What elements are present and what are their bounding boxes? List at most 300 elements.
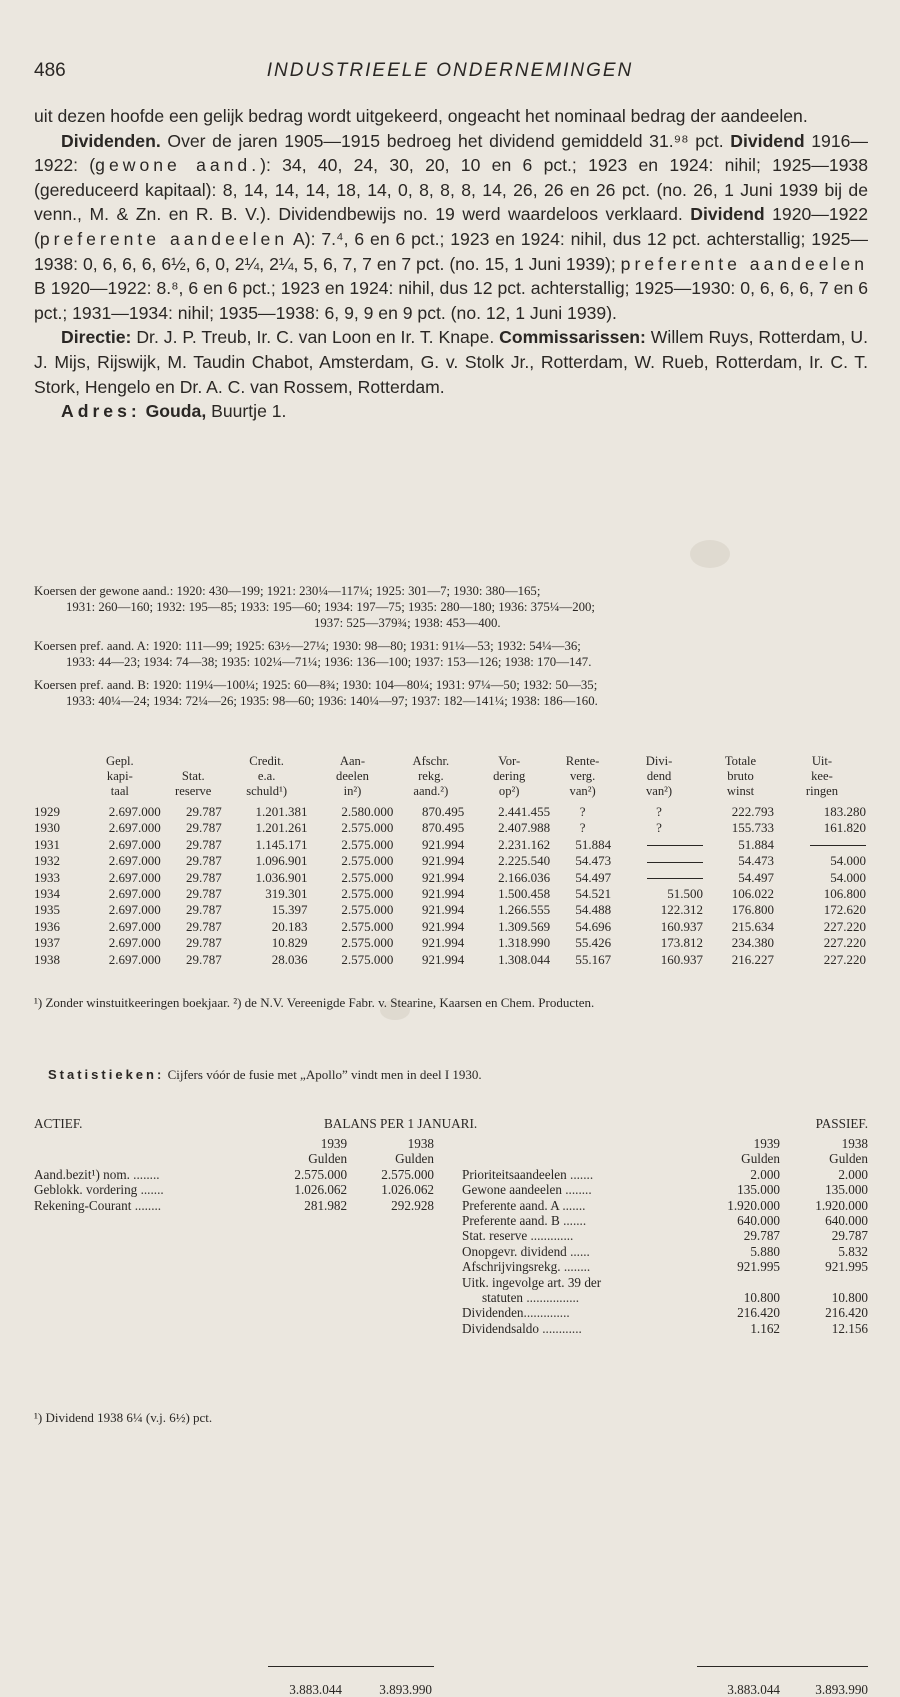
table-cell: 2.166.036 [498,869,551,885]
table-cell: 2.697.000 [108,918,161,934]
balance-value-1939: 1.026.062 [294,1182,348,1198]
balance-value-1938 [780,1275,868,1290]
balance-row [462,1305,868,1320]
table-cell: 161.820 [823,820,866,836]
passief-total-rule [697,1666,868,1667]
koersen-pref-b [34,677,868,709]
year-header: 1939 [320,1136,348,1151]
table-cell: 55.426 [575,935,612,951]
balance-row [34,1198,434,1213]
balance-item-text: Uitk. ingevolge art. 39 der [462,1274,602,1290]
column-header-line: rekg. [418,769,444,783]
table-cell: 1.309.569 [498,918,551,934]
koersen-line: Koersen pref. aand. B: 1920: 119¼—100¼; 1925: 60—8¾; 1930: 104—80¼; 1931: 97¼—50; 1932: 50—35; [34,678,598,692]
financial-table [34,754,868,968]
table-cell: 2.441.455 [498,804,551,819]
year-header: 1938 [841,1136,868,1151]
balance-value-1938: 640.000 [825,1213,868,1229]
leader-dots: ................ [523,1290,580,1306]
paragraph-directie [34,325,868,399]
table-cell: 1.201.261 [255,820,308,836]
table-cell: 319.301 [265,886,308,902]
column-header-line: Afschr. [412,754,450,768]
text-span: Willem Ruys, Rotterdam, U. J. Mijs, Rijswijk, M. Taudin Chabot, Amsterdam, G. v. Stolk Jr., Rotterdam, W. Rueb, Rotterdam, Ir. C. T. Stork, Hengelo en Dr. A. C. van Rossem, Rotterdam. [34,327,868,397]
balance-row [462,1228,868,1243]
balance-row [462,1213,868,1228]
table-cell: 222.793 [731,804,774,819]
balance-value-1939: 1.920.000 [727,1197,780,1213]
table-cell: 2.697.000 [108,836,161,852]
table-cell: 2.575.000 [341,951,394,967]
table-cell: 2.231.162 [498,836,551,852]
leader-dots: ...... [566,1243,590,1259]
table-cell: ? [579,804,586,819]
column-header-line: in²) [343,784,362,798]
koersen-line: 1937: 525—379¾; 1938: 453—400. [314,616,501,630]
column-header [552,754,613,804]
balance-value-1938: 2.575.000 [381,1166,434,1182]
table-cell: 106.800 [823,886,866,902]
table-cell: 2.575.000 [341,902,394,918]
leader-dots: ....... [559,1197,586,1213]
table-row [34,853,868,869]
year-header-row [34,1136,434,1151]
table-cell [776,837,868,853]
actief-total-rule [268,1666,434,1667]
year-header-row [462,1136,868,1151]
row-year: 1931 [34,836,60,852]
balance-value-1938: 12.156 [831,1320,868,1336]
table-cell: 1.266.555 [498,902,551,918]
table-cell: 1.318.990 [498,935,551,951]
table-cell: 29.787 [185,853,222,869]
unit-header: Gulden [308,1151,348,1167]
balance-row [462,1244,868,1259]
table-cell: 2.697.000 [108,853,161,869]
column-header [310,754,396,804]
table-cell: ? [656,804,662,819]
balance-item-text: Onopgevr. dividend [462,1243,567,1259]
table-cell: 183.280 [823,804,866,819]
row-year: 1933 [34,869,60,885]
balance-row [462,1259,868,1274]
passief-total-1939: 3.883.044 [727,1682,780,1697]
label-dividend: Dividend [730,130,805,151]
text-span: B 1920—1922: 8.⁸, 6 en 6 pct.; 1923 en 1924: nihil, dus 12 pct. achterstallig; 1925—1930: 0, 6, 6, 6, 7 en 6 pct.; 1931—1934: nihil; 1935—1938: 6, 9, 9 en 9 pct. (no. 12, 1 Juni 1939). [34,278,868,323]
balance-value-1938: 1.026.062 [381,1182,434,1198]
table-cell: 28.036 [271,951,308,967]
label-dividenden: Dividenden. [61,130,161,151]
table-cell: 921.994 [422,853,465,869]
balance-value-1938: 921.995 [825,1259,868,1275]
koersen-line: Koersen pref. aand. A: 1920: 111—99; 1925: 63½—27¼; 1930: 98—80; 1931: 91¼—53; 1932: 54¼—36; [34,639,581,653]
balance-footnote: ¹) Dividend 1938 6¼ (v.j. 6½) pct. [34,1410,213,1425]
paragraph-dividenden [34,129,868,326]
balance-item-label [462,1290,700,1305]
table-cell: 29.787 [185,886,222,902]
balance-item-label [462,1228,700,1243]
column-header-line: kapi- [106,769,133,783]
label-adres: Adres: [61,401,141,422]
label-dividend: Dividend [690,204,765,225]
table-cell: 2.697.000 [108,886,161,902]
balance-row [462,1167,868,1182]
column-header-line: Totale [724,754,757,768]
koersen-line: 1931: 260—160; 1932: 195—85; 1933: 195—60; 1934: 197—75; 1935: 280—180; 1936: 375¼—200; [66,600,595,614]
table-cell: ? [656,820,662,836]
table-cell: 15.397 [271,902,308,918]
balance-value-1939: 921.995 [737,1259,780,1275]
balance-item-text: Preferente aand. A [462,1197,560,1213]
table-header [34,754,868,804]
table-cell: 54.521 [575,886,612,902]
spaced-term: preferente aandeelen [39,228,289,249]
table-cell: 1.500.458 [498,886,551,902]
row-year: 1937 [34,935,60,951]
table-cell: 122.312 [660,902,704,918]
column-header [776,754,868,804]
text-span: Dr. J. P. Treub, Ir. C. van Loon en Ir. T. Knape. [131,327,500,348]
table-cell: 29.787 [185,836,222,852]
leader-dots: ........ [560,1259,591,1275]
balance-heading [34,1116,868,1134]
table-cell: 921.994 [422,918,465,934]
table-cell: 870.495 [422,820,465,836]
balance-value-1938: 135.000 [825,1182,868,1198]
balance-item-text: Stat. reserve [462,1228,528,1244]
balance-row [462,1198,868,1213]
column-header-line: kee- [811,769,833,783]
column-header-line: Stat. [181,769,205,783]
address-city: Gouda, [145,401,207,422]
table-cell: 1.096.901 [255,853,308,869]
column-header-line: Aan- [339,754,366,768]
balance-row [462,1182,868,1197]
column-header-line: ringen [805,784,839,798]
table-cell: 176.800 [731,902,774,918]
column-header-line: e.a. [257,769,276,783]
balance-row [462,1275,868,1290]
table-cell: 54.488 [575,902,612,918]
spacer-cell [462,1136,700,1151]
balance-value-1939: 1.162 [750,1320,780,1336]
dash-rule [810,845,866,846]
paragraph-continuation: uit dezen hoofde een gelijk bedrag wordt uitgekeerd, ongeacht het nominaal bedrag der aandeelen. [34,106,808,126]
balance-item-label [34,1182,272,1197]
balance-value-1939: 5.880 [750,1243,780,1259]
table-cell: 1.201.381 [255,804,308,819]
balance-item-text: Preferente aand. B [462,1213,560,1229]
table-cell: 29.787 [185,918,222,934]
balance-item-text: Gewone aandeelen [462,1182,562,1198]
balance-item-text: Dividendsaldo [462,1320,539,1336]
column-header-line: winst [726,784,755,798]
balance-item-text: Prioriteitsaandeelen [462,1166,567,1182]
body-text [34,104,868,424]
column-header [163,754,224,804]
table-row [34,935,868,951]
table-row [34,870,868,886]
unit-header: Gulden [741,1151,780,1167]
leader-dots: ........ [561,1182,592,1198]
leader-dots: ........ [129,1166,160,1182]
leader-dots: ............ [538,1320,582,1336]
table-cell: 2.575.000 [341,820,394,836]
column-header-line: van²) [569,784,596,798]
balance-item-label [462,1275,700,1290]
label-commissarissen: Commissarissen: [499,327,646,348]
table-row [34,886,868,902]
table-cell: 2.575.000 [341,869,394,885]
dash-rule [647,862,703,863]
statistieken-line [48,1067,482,1083]
text-span: A): 7.⁴, 6 en 6 pct.; 1923 en 1924: nihil, dus 12 pct. achterstallig; 1925—1938: 0, 6, 6, 6, 6½, 6, 0, 2¼, 2¼, 5, 6, 7, 7 en 7 pct. (no. 15, 1 Juni 1939); [34,228,868,274]
table-cell: 921.994 [422,836,465,852]
table-cell: 2.225.540 [498,853,551,869]
koersen-line: Koersen der gewone aand.: 1920: 430—199; 1921: 230¼—117¼; 1925: 301—7; 1930: 380—165; [34,584,541,598]
table-cell: 921.994 [422,951,465,967]
spaced-term: gewone aand. [95,155,261,176]
balance-value-1938: 292.928 [391,1197,434,1213]
page-number: 486 [34,60,66,81]
column-header-line: schuld¹) [246,784,288,798]
text-span: 1916—1922: ( [34,130,868,176]
page-header [34,60,866,88]
table-cell: 216.227 [731,951,774,967]
table-cell: 227.220 [823,951,866,967]
text-span: Over de jaren 1905—1915 bedroeg het dividend gemiddeld 31.⁹⁸ pct. [160,130,731,151]
table-cell: 54.497 [575,869,612,885]
table-cell [613,870,705,886]
table-row [34,952,868,968]
row-year: 1935 [34,902,60,918]
column-header-line: dering [493,769,526,783]
column-header-line: dend [646,769,672,783]
table-cell: 51.500 [667,886,704,902]
balance-value-1939: 2.000 [750,1166,780,1182]
table-header-row [34,754,868,804]
label-directie: Directie: [61,327,132,348]
table-cell: 173.812 [660,935,704,951]
table-row [34,919,868,935]
table-cell: 29.787 [185,935,222,951]
table-cell: 921.994 [422,869,465,885]
table-cell: 29.787 [185,902,222,918]
row-year: 1938 [34,951,60,967]
table-cell: 51.884 [575,836,612,852]
table-cell: 51.884 [738,836,774,852]
actief-rows [34,1167,434,1213]
table-row [34,902,868,918]
actief-total-1938: 3.893.990 [379,1682,432,1697]
balance-value-1939: 135.000 [737,1182,780,1198]
table-cell: 29.787 [185,951,222,967]
table-cell: 54.000 [830,853,866,869]
table-cell: 2.407.988 [498,820,551,836]
actief-total-1939: 3.883.044 [289,1682,342,1697]
row-year: 1930 [34,820,60,836]
table-cell: 106.022 [731,886,774,902]
table-cell: 20.183 [271,918,308,934]
passief-rows [462,1167,868,1336]
table-cell: 155.733 [731,820,774,836]
table-cell [613,837,705,853]
balance-value-1938: 10.800 [831,1290,868,1306]
table-cell: 2.697.000 [108,820,161,836]
table-cell: 1.308.044 [498,951,551,967]
balance-item-text: Rekening-Courant [34,1197,132,1213]
statistieken-label: Statistieken: [48,1067,165,1082]
column-header [613,754,705,804]
koersen-block [34,583,868,716]
paper-smudge [690,540,730,568]
table-cell: 870.495 [422,804,465,819]
table-cell: 921.994 [422,935,465,951]
table-cell: 160.937 [660,951,704,967]
table-cell: 2.580.000 [341,804,394,819]
spaced-term: preferente aandeelen [620,253,868,274]
column-header-line: Credit. [249,754,284,768]
table-cell: 234.380 [731,935,774,951]
table-cell: 2.697.000 [108,902,161,918]
koersen-line: 1933: 40¼—24; 1934: 72¼—26; 1935: 98—60; 1936: 140¼—97; 1937: 182—141¼; 1938: 186—160. [66,694,598,708]
unit-header: Gulden [829,1151,868,1167]
actief-table [34,1136,434,1213]
table-cell [613,853,705,869]
table-cell: 2.575.000 [341,886,394,902]
koersen-pref-a [34,638,868,670]
balance-item-text: Dividenden [462,1305,524,1321]
column-header [224,754,310,804]
leader-dots: ....... [566,1166,594,1182]
balance-item-label [462,1213,700,1228]
table-cell: 2.575.000 [341,935,394,951]
table-row [34,804,868,820]
paragraph-adres [34,399,868,424]
leader-dots: .............. [523,1305,570,1321]
column-header-line: Gepl. [106,754,134,768]
year-header: 1939 [753,1136,780,1151]
table-cell: 2.697.000 [108,935,161,951]
row-year: 1934 [34,886,60,902]
column-header [395,754,466,804]
balance-value-1938: 1.920.000 [815,1197,868,1213]
table-cell: 54.473 [575,853,612,869]
column-header-line: verg. [569,769,596,783]
balance-item-label [462,1305,700,1320]
leader-dots: ....... [559,1213,587,1229]
koersen-gewone [34,583,868,631]
leader-dots: ........ [131,1197,162,1213]
balance-item-label [462,1244,700,1259]
balance-value-1939: 281.982 [304,1197,348,1213]
balance-row [34,1182,434,1197]
table-cell: 29.787 [185,804,222,819]
column-header-line: op²) [498,784,520,798]
spacer-cell [462,1151,700,1166]
balance-value-1939: 2.575.000 [294,1166,348,1182]
table-cell: 54.000 [830,869,866,885]
balance-value-1939: 10.800 [743,1290,780,1306]
table-cell: 2.575.000 [341,853,394,869]
table-cell: 54.473 [738,853,774,869]
table-cell: 2.697.000 [108,951,161,967]
unit-header: Gulden [395,1151,434,1167]
column-header-line: van²) [645,784,673,798]
balance-item-label [34,1198,272,1213]
table-cell: 29.787 [185,820,222,836]
balance-item-text: Aand.bezit¹) nom. [34,1166,130,1182]
balance-item-text: Afschrijvingsrekg. [462,1259,561,1275]
leader-dots: ............. [527,1228,574,1244]
table-cell: 2.575.000 [341,918,394,934]
dash-rule [647,845,703,846]
balance-value-1938: 29.787 [831,1228,868,1244]
balance-item-label [462,1198,700,1213]
table-row [34,837,868,853]
balance-value-1938: 5.832 [838,1243,868,1259]
column-header [34,754,77,804]
dash-rule [647,878,703,879]
column-header [705,754,776,804]
table-cell: 160.937 [660,918,704,934]
table-cell: 54.696 [575,918,612,934]
balance-item-label [462,1182,700,1197]
row-year: 1932 [34,853,60,869]
table-body [34,804,868,968]
table-cell: 227.220 [823,918,866,934]
table-cell: 1.145.171 [255,836,308,852]
balance-item-label [34,1167,272,1182]
table-row [34,820,868,836]
table-cell: ? [579,820,586,836]
table-cell: 2.575.000 [341,836,394,852]
table-cell: 1.036.901 [255,869,308,885]
row-year: 1929 [34,804,60,819]
row-year: 1936 [34,918,60,934]
passief-label: PASSIEF. [815,1116,868,1131]
actief-column [34,1136,434,1213]
year-header: 1938 [407,1136,434,1151]
column-header-line: Rente- [565,754,600,768]
balance-value-1939: 640.000 [737,1213,780,1229]
balance-value-1938: 216.420 [825,1305,868,1321]
table-cell: 2.697.000 [108,869,161,885]
passief-total-1938: 3.893.990 [815,1682,868,1697]
statistieken-text: Cijfers vóór de fusie met „Apollo” vindt men in deel I 1930. [164,1067,482,1082]
table-cell: 2.697.000 [108,804,161,819]
balance-row [34,1167,434,1182]
actief-label: ACTIEF. [34,1116,83,1131]
column-header-line: Vor- [498,754,521,768]
balance-row [462,1321,868,1336]
running-title: INDUSTRIEELE ONDERNEMINGEN [266,60,634,81]
balance-value-1938: 2.000 [838,1166,868,1182]
balance-item-text: Geblokk. vordering [34,1182,138,1198]
table-cell: 172.620 [823,902,866,918]
column-header-line: bruto [727,769,754,783]
balance-value-1939: 29.787 [743,1228,780,1244]
column-header-line: Divi- [645,754,673,768]
column-header-line: taal [110,784,129,798]
balance-row [462,1290,868,1305]
balance-item-label [462,1321,700,1336]
passief-table [462,1136,868,1336]
column-header-line: Uit- [811,754,833,768]
unit-header-row [462,1151,868,1166]
spacer-cell [34,1136,272,1151]
koersen-line: 1933: 44—23; 1934: 74—38; 1935: 102¼—71¼; 1936: 136—100; 1937: 153—126; 1938: 170—147. [66,655,592,669]
